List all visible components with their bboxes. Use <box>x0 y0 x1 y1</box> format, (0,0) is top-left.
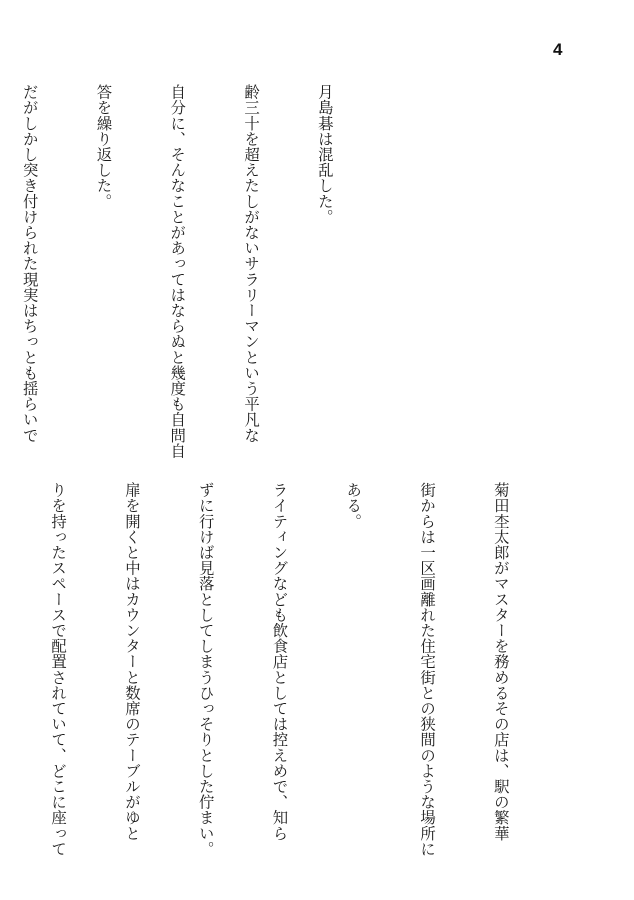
text-line: 街からは一区画離れた住宅街との狭間のような場所に <box>418 482 437 857</box>
text-line: 扉を開くと中はカウンターと数席のテーブルがゆと <box>122 482 141 841</box>
text-line: 月島碁は混乱した。 <box>315 84 334 225</box>
text-line: りを持ったスペースで配置されていて、どこに座って <box>49 482 68 857</box>
page-number: 4 <box>553 40 563 59</box>
bottom-text-section <box>49 482 562 857</box>
text-line: 齢三十を超えたしがないサラリーマンという平凡な <box>242 84 261 443</box>
text-line: 自分に、そんなことがあってはならぬと幾度も自問自 <box>168 84 187 459</box>
text-line: 菊田杢太郎がマスターを務めるその店は、駅の繁華 <box>491 482 510 841</box>
text-line: だがしかし突き付けられた現実はちっとも揺らいで <box>20 84 39 443</box>
top-text-section <box>20 84 386 464</box>
text-line: ある。 <box>344 482 363 529</box>
text-line: 答を繰り返した。 <box>94 84 113 209</box>
text-line: ライティングなども飲食店としては控えめで、知ら <box>270 482 289 841</box>
text-line: ずに行けば見落としてしまうひっそりとした佇まい。 <box>196 482 215 857</box>
